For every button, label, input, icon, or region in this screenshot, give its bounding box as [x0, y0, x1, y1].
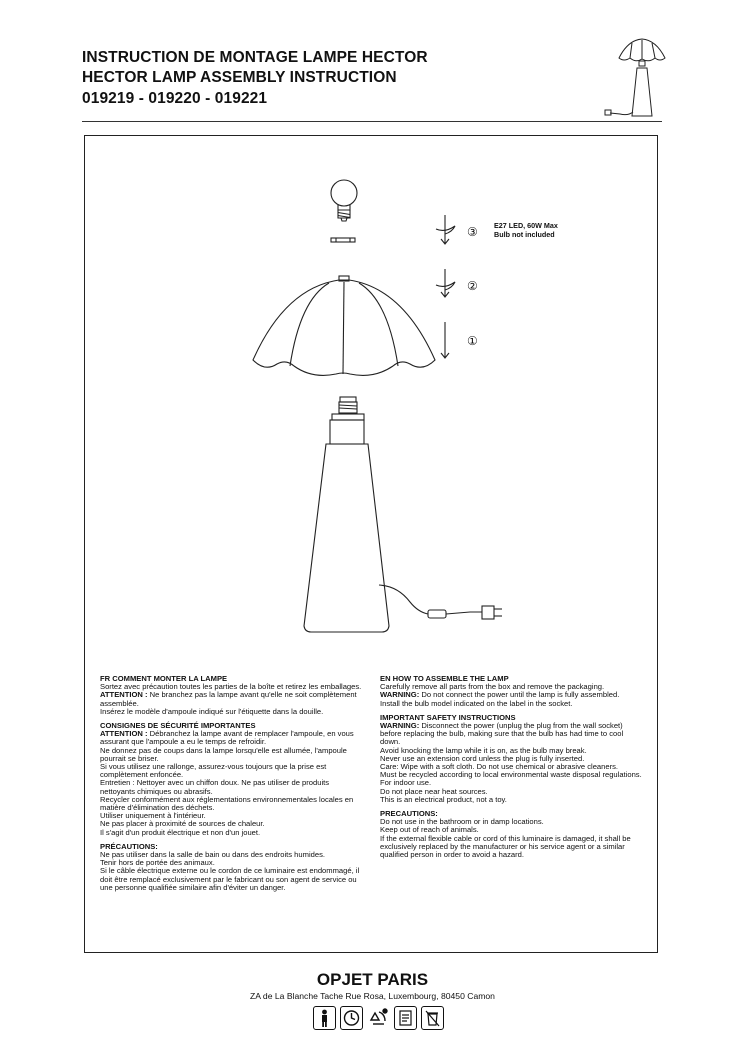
text: Ne donnez pas de coups dans la lampe lorsqu'elle est allumée, l'ampoule pourrait se briser. [100, 745, 347, 763]
text: Utiliser uniquement à l'intérieur. [100, 811, 206, 821]
text: If the external flexible cable or cord of this luminaire is damaged, it shall be exclusively replaced by the manufacturer or his service agent or a similar qualified person in order to avoid a hazard. [380, 833, 631, 860]
text: This is an electrical product, not a toy. [380, 794, 507, 804]
power-cable-icon [379, 585, 502, 619]
text: Disconnect the power (unplug the plug from the wall socket) before replacing the bulb, making sure that the bulb has had time to cool down. [380, 721, 624, 747]
clock-icon [340, 1006, 363, 1030]
text: Recycler conformément aux réglementations environnementales locales en matière d'élimination des déchets. [100, 794, 354, 813]
person-icon [313, 1006, 336, 1030]
text: Sortez avec précaution toutes les parties de la boîte et retirez les emballages. [100, 682, 362, 692]
bin-icon [421, 1006, 444, 1030]
text: Ne branchez pas la lampe avant qu'elle ne soit complètement assemblée. [100, 690, 357, 708]
text: For indoor use. [380, 778, 432, 788]
warning-label: WARNING: [380, 690, 420, 700]
text: Never use an extension cord unless the plug is fully inserted. [380, 753, 585, 763]
text: Tenir hors de portée des animaux. [100, 858, 215, 868]
text: Avoid knocking the lamp while it is on, as the bulb may break. [380, 745, 587, 755]
arrow-icon [436, 215, 455, 358]
text: Install the bulb model indicated on the label in the socket. [380, 698, 573, 708]
text: Must be recycled according to local environmental waste disposal regulations. [380, 770, 642, 780]
text: Débranchez la lampe avant de remplacer l'ampoule, en vous assurant que l'ampoule a eu le temps de refroidir. [100, 729, 354, 747]
bulb-icon [331, 180, 357, 221]
product-refs: 019219 - 019220 - 019221 [82, 90, 268, 107]
brand-address: ZA de La Blanche Tache Rue Rosa, Luxembourg, 80450 Camon [250, 991, 495, 1001]
step-3-label: ③ [467, 225, 478, 239]
text: Insérez le modèle d'ampoule indiqué sur l'étiquette dans la douille. [100, 706, 324, 716]
warning-label: WARNING: [380, 721, 420, 731]
bulb-spec-line2: Bulb not included [494, 229, 555, 239]
text [100, 730, 362, 746]
title-fr: INSTRUCTION DE MONTAGE LAMPE HECTOR [82, 49, 428, 66]
manual-icon [394, 1006, 417, 1030]
text: Il s'agit d'un produit électrique et non d'un jouet. [100, 827, 261, 837]
instructions-fr [100, 675, 362, 892]
text: Si le câble électrique externe ou le cordon de ce luminaire est endommagé, il doit être remplacé exclusivement par le fabricant ou son agent de service ou une personne qualifiée similaire afin d'éviter un danger. [100, 866, 360, 892]
step-1-label: ① [467, 334, 478, 348]
text: Ne pas utiliser dans la salle de bain ou dans des endroits humides. [100, 850, 325, 860]
text: Si vous utilisez une rallonge, assurez-vous toujours que la prise est complètement enfoncée. [100, 762, 327, 780]
text: Care: Wipe with a soft cloth. Do not use chemical or abrasive cleaners. [380, 762, 619, 772]
instructions-en [380, 675, 642, 859]
bulb-spec-line1: E27 LED, 60W Max [494, 221, 558, 230]
text: Entretien : Nettoyer avec un chiffon doux. Ne pas utiliser de produits nettoyants chimiques ou abrasifs. [100, 778, 330, 796]
text: Keep out of reach of animals. [380, 825, 479, 835]
lamp-base-icon [304, 397, 389, 632]
heading-how-en: EN HOW TO ASSEMBLE THE LAMP [380, 674, 509, 683]
heading-precautions-en: PRECAUTIONS: [380, 809, 438, 819]
text: Do not use in the bathroom or in damp locations. [380, 817, 544, 827]
brand-name: OPJET PARIS [316, 970, 429, 989]
heading-safety-en: IMPORTANT SAFETY INSTRUCTIONS [380, 712, 516, 722]
warning-label: ATTENTION : [100, 729, 148, 739]
warning-label: ATTENTION : [100, 690, 148, 700]
recycle-icon [367, 1006, 390, 1030]
heading-precautions-fr: PRÉCAUTIONS: [100, 841, 158, 851]
text [380, 722, 642, 747]
title-en: HECTOR LAMP ASSEMBLY INSTRUCTION [82, 69, 397, 86]
heading-how-fr: FR COMMENT MONTER LA LAMPE [100, 674, 228, 683]
heading-safety-fr: CONSIGNES DE SÉCURITÉ IMPORTANTES [100, 721, 256, 731]
step-2-label: ② [467, 279, 478, 293]
shade-ring-icon [331, 238, 355, 242]
text: Do not place near heat sources. [380, 786, 488, 796]
text: Ne pas placer à proximité de sources de chaleur. [100, 819, 265, 829]
text [100, 691, 362, 707]
lampshade-icon [253, 276, 435, 375]
bulb-spec [494, 222, 558, 239]
text: Do not connect the power until the lamp is fully assembled. [419, 690, 620, 700]
text: Carefully remove all parts from the box and remove the packaging. [380, 682, 605, 692]
